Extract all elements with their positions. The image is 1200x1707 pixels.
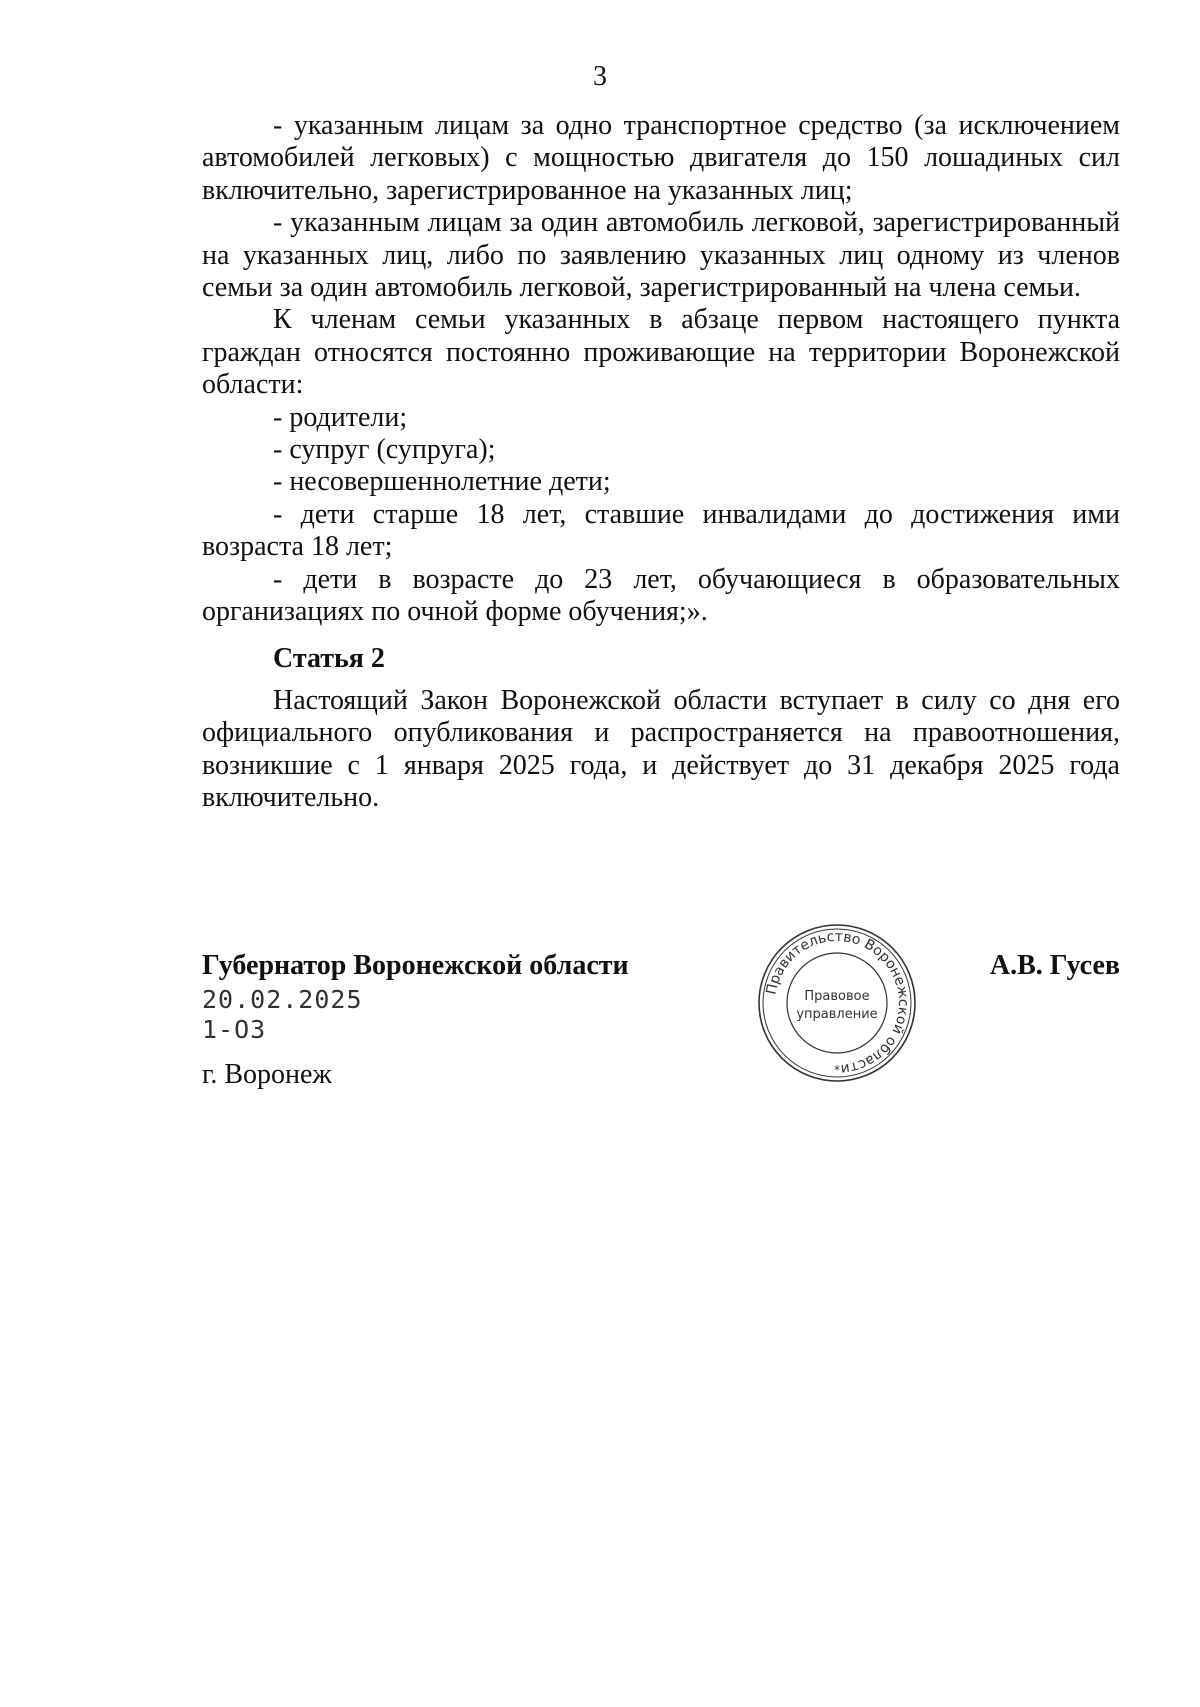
law-number: 1-ОЗ xyxy=(202,1015,267,1044)
paragraph-family-members: К членам семьи указанных в абзаце первом настоящего пункта граждан относятся постоянно проживающие на территории Воронежской области: xyxy=(202,304,1120,401)
official-seal xyxy=(756,922,918,1084)
seal-star: * xyxy=(834,1063,840,1077)
article-heading: Статья 2 xyxy=(273,642,385,674)
signatory-name: А.В. Гусев xyxy=(989,950,1120,981)
list-item-spouse: - супруг (супруга); xyxy=(273,434,496,466)
list-item-student-children: - дети в возрасте до 23 лет, обучающиеся в образовательных организациях по очной форме обучения;». xyxy=(202,563,1120,628)
seal-center-line1: Правовое xyxy=(804,989,870,1004)
city: г. Воронеж xyxy=(202,1059,332,1090)
signature-title: Губернатор Воронежской области xyxy=(202,950,629,981)
page-number: 3 xyxy=(593,61,607,92)
law-date: 20.02.2025 xyxy=(202,985,363,1014)
paragraph-car: - указанным лицам за один автомобиль легковой, зарегистрированный на указанных лиц, либо по заявлению указанных лиц одному из членов семьи за один автомобиль легковой, зарегистрированный на члена семьи. xyxy=(202,207,1120,304)
seal-center-line2: управление xyxy=(796,1007,878,1022)
document-body xyxy=(202,110,1120,815)
list-item-minor-children: - несовершеннолетние дети; xyxy=(273,466,611,498)
list-item-parents: - родители; xyxy=(273,401,408,433)
list-item-disabled-children: - дети старше 18 лет, ставшие инвалидами до достижения ими возраста 18 лет; xyxy=(202,498,1120,563)
article-text: Настоящий Закон Воронежской области вступает в силу со дня его официального опубликования и распространяется на правоотношения, возникшие с 1 января 2025 года, и действует до 31 декабря 2025 года включительно. xyxy=(202,684,1120,814)
paragraph-vehicle: - указанным лицам за одно транспортное средство (за исключением автомобилей легковых) с мощностью двигателя до 150 лошадиных сил включительно, зарегистрированное на указанных лиц; xyxy=(202,110,1120,206)
seal-ring-text: Правительство Воронежской области xyxy=(763,928,912,1077)
